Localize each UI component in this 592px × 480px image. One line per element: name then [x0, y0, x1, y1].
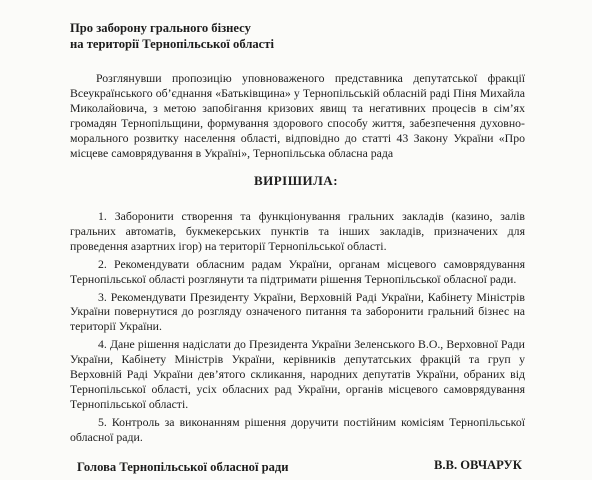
decision-item: 5. Контроль за виконанням рішення доручити постійним комісіям Тернопільської обласної ради.: [70, 414, 525, 444]
signature-title: Голова Тернопільської обласної ради: [77, 460, 289, 474]
decision-heading: ВИРІШИЛА:: [253, 173, 339, 188]
decision-item: 1. Заборонити створення та функціонування гральних закладів (казино, залів гральних автоматів, букмекерських пунктів та інших закладів, призначених для проведення азартних ігор) на території Тернопільської області.: [70, 209, 525, 253]
decision-item: 3. Рекомендувати Президенту України, Верховній Раді України, Кабінету Міністрів України повернутися до розгляду означеного питання та заборонити гральний бізнес на території України.: [70, 289, 525, 334]
preamble-paragraph: Розглянувши пропозицію уповноваженого представника депутатської фракції Всеукраїнського об’єднання «Батьківщина» у Тернопільській обласній раді Піня Михайла Миколайовича, з метою запобігання кризових явищ та негативних процесів в сім’ях громадян Тернопільщини, формування здорового способу життя, забезпечення духовно-морального розвитку населення області, відповідно до статті 43 Закону України «Про місцеве самоврядування в Україні», Тернопільська обласна рада: [70, 71, 525, 160]
decision-item: 2. Рекомендувати обласним радам України, органам місцевого самоврядування Тернопільської області розглянути та підтримати рішення Тернопільської обласної ради.: [70, 256, 525, 286]
signature-name: В.В. ОВЧАРУК: [434, 458, 522, 472]
decision-item: 4. Дане рішення надіслати до Президента України Зеленського В.О., Верховної Ради України, Кабінету Міністрів України, керівників депутатських фракцій та груп у Верховній Раді України дев’ятого скликання, народних депутатів України, обраних від Тернопільської області, усіх обласних рад України, органів місцевого самоврядування Тернопільської області.: [70, 337, 525, 411]
document-title: [70, 20, 274, 52]
title-line-2: на території Тернопільської області: [70, 37, 274, 51]
decision-list: [70, 209, 525, 448]
title-line-1: Про заборону грального бізнесу: [70, 21, 251, 35]
